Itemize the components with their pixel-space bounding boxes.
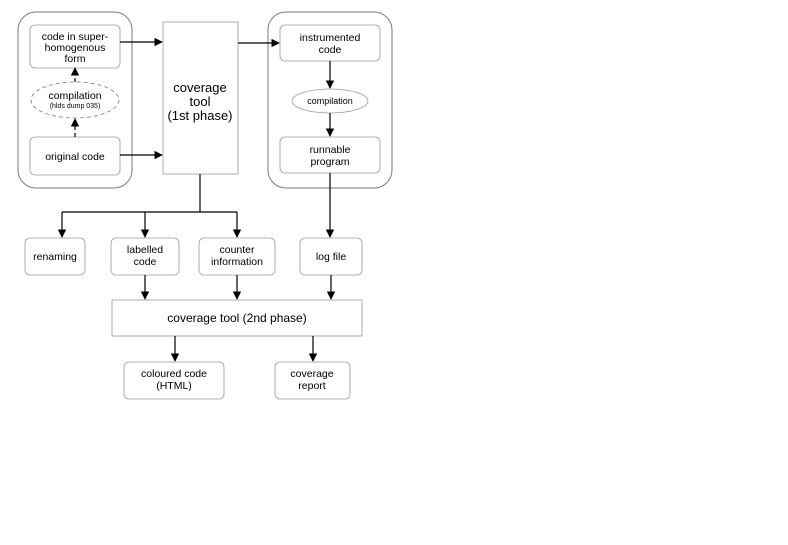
node-runnable-program-line1: runnable <box>309 144 351 156</box>
node-coverage-tool-2nd-label: coverage tool (2nd phase) <box>167 311 307 325</box>
node-code-super-homogenous <box>30 25 120 68</box>
node-code-super-line1: code in super- <box>41 31 109 43</box>
node-coverage-report-line1: coverage <box>290 368 334 380</box>
node-counter-information-line1: counter <box>219 244 255 256</box>
node-coverage-tool-1st <box>163 22 238 174</box>
node-compilation-right-label: compilation <box>307 96 353 106</box>
node-labelled-code-line2: code <box>133 256 157 268</box>
node-coloured-code-line1: coloured code <box>141 368 207 380</box>
node-counter-information <box>199 238 275 275</box>
node-runnable-program <box>280 137 380 173</box>
node-code-super-line2: homogenous <box>44 42 106 54</box>
node-coverage-tool-1st-line3: (1st phase) <box>167 108 233 123</box>
node-compilation-right <box>292 89 368 113</box>
node-labelled-code-line1: labelled <box>126 244 164 256</box>
node-code-super-line3: form <box>64 53 86 65</box>
node-instrumented-code-line2: code <box>318 44 342 56</box>
node-coverage-report <box>275 362 350 399</box>
node-original-code-label: original code <box>45 151 105 163</box>
node-original-code <box>30 137 120 175</box>
node-instrumented-code <box>280 25 380 61</box>
node-counter-information-line2: information <box>211 256 263 268</box>
node-instrumented-code-line1: instrumented <box>299 32 361 44</box>
node-log-file <box>300 238 362 275</box>
node-compilation-left <box>31 82 119 118</box>
node-coverage-report-line2: report <box>298 380 326 392</box>
node-renaming-label: renaming <box>33 251 77 263</box>
node-compilation-left-line2: (hlds dump 035) <box>49 103 101 110</box>
node-coverage-tool-1st-line2: tool <box>189 94 211 109</box>
node-runnable-program-line2: program <box>310 156 350 168</box>
node-coverage-tool-1st-line1: coverage <box>173 80 227 95</box>
node-renaming <box>25 238 85 275</box>
node-log-file-label: log file <box>315 251 347 263</box>
node-coloured-code-line2: (HTML) <box>156 380 192 392</box>
node-coverage-tool-2nd <box>112 300 362 336</box>
node-coloured-code <box>124 362 224 399</box>
node-compilation-left-line1: compilation <box>48 90 102 102</box>
node-labelled-code <box>111 238 179 275</box>
